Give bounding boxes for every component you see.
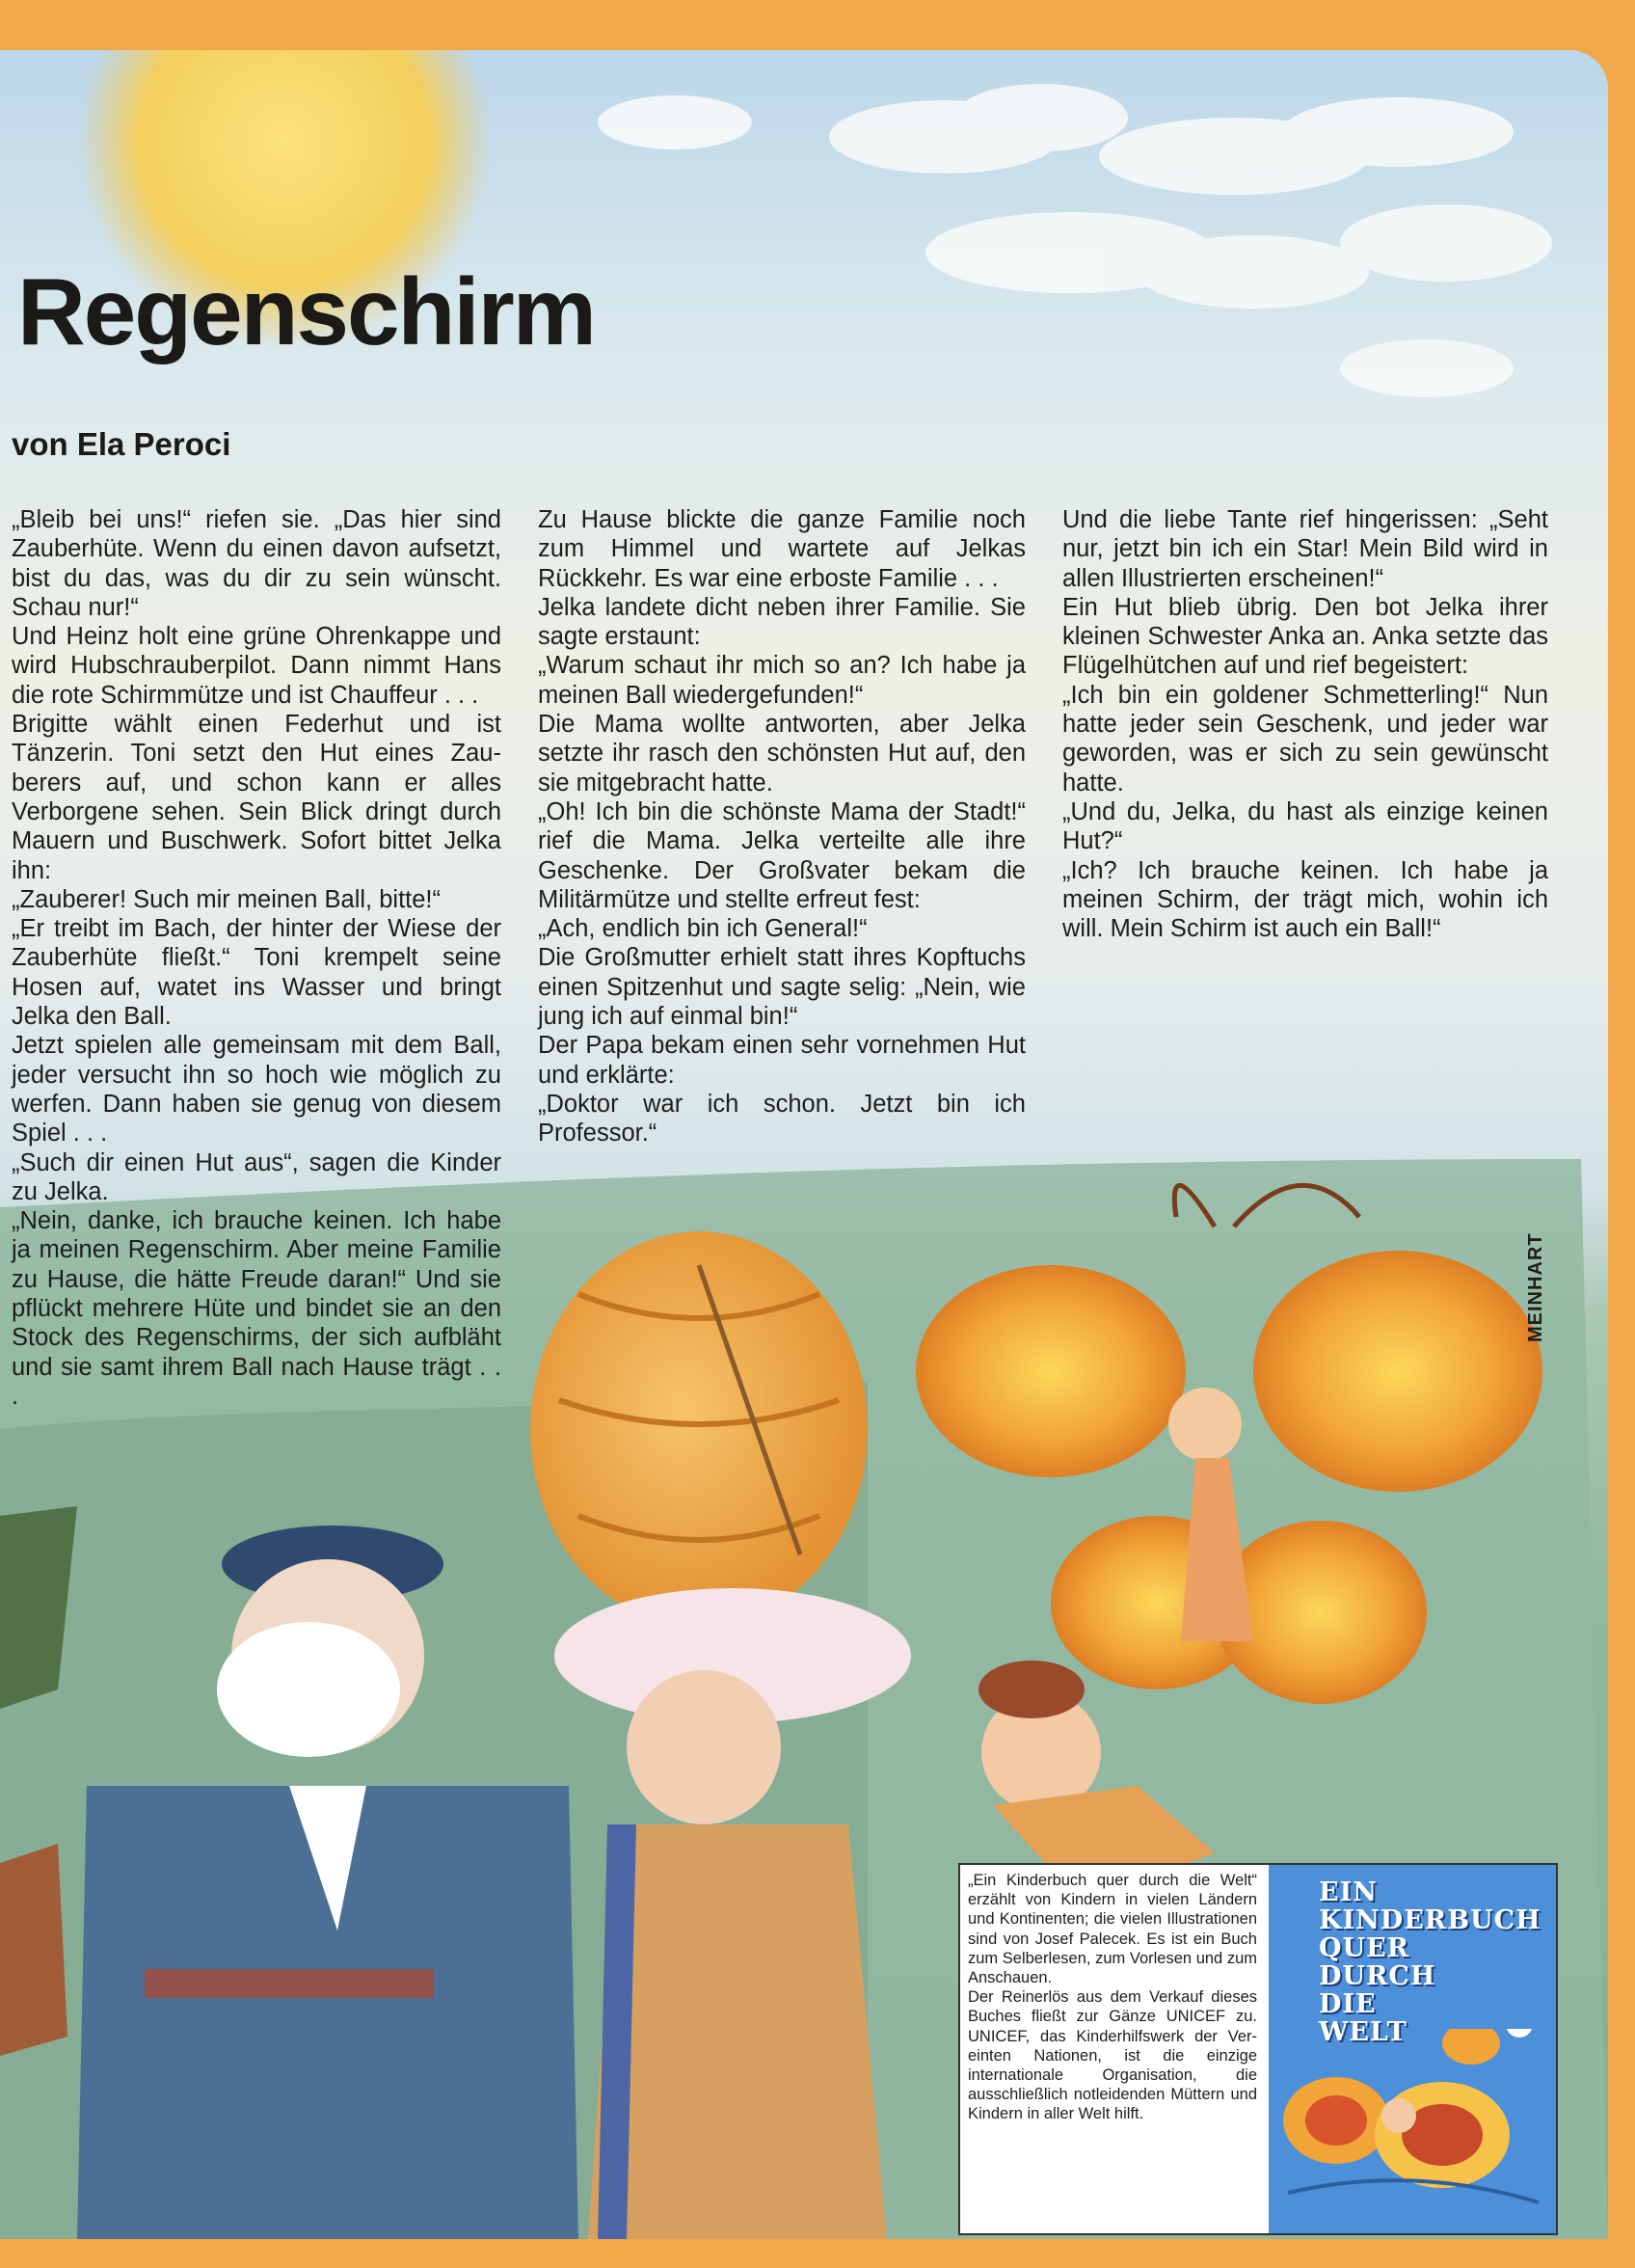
paragraph: Jetzt spielen alle gemeinsam mit dem Ball, jeder versucht ihn so hoch wie möglich zu werfen. Dann haben sie genug von diesem Spiel . . .	[12, 1032, 501, 1148]
info-paragraph: „Ein Kinderbuch quer durch die Welt“ erzählt von Kindern in vielen Ländern und Kontinenten; die vielen Illustrationen sind von Josef Palecek. Es ist ein Buch zum Selberlesen, zum Vorlesen und zum Anschauen.	[968, 1872, 1257, 1987]
paragraph: „Ich? Ich brauche keinen. Ich habe ja meinen Schirm, der trägt mich, wohin ich will. Mein Schirm ist auch ein Ball!“	[1062, 856, 1548, 943]
paragraph: „Ach, endlich bin ich General!“	[538, 915, 868, 943]
magazine-page	[0, 50, 1608, 2239]
text-column-3	[1062, 505, 1548, 943]
paragraph: „Und du, Jelka, du hast als einzige keinen Hut?“	[1062, 797, 1548, 855]
paragraph: „Zauberer! Such mir meinen Ball, bitte!“	[12, 885, 442, 913]
paragraph: „Er treibt im Bach, der hinter der Wiese der Zauberhüte fließt.“ Toni krempelt seine Hosen auf, watet ins Wasser und bringt Jelka den Ball.	[12, 915, 501, 1031]
text-column-2	[538, 505, 1026, 1148]
paragraph: „Nein, danke, ich brauche keinen. Ich habe ja meinen Regenschirm. Aber meine Familie zu Hause, die hätte Freude daran!“ Und sie pflückt mehrere Hüte und bindet sie an den Stock des Regenschirms, der sich aufbläht und sie samt ihrem Ball nach Hause trägt . . .	[12, 1207, 501, 1410]
paragraph: Die Großmutter erhielt statt ihres Kopftuchs einen Spitzenhut und sagte selig: „Nein, wie jung ich auf einmal bin!“	[538, 944, 1026, 1031]
paragraph: Brigitte wählt einen Federhut und ist Tänzerin. Toni setzt den Hut eines Zauberers auf, und schon kann er alles Verborgene sehen. Sein Blick dringt durch Mauern und Buschwerk. Sofort bittet Jelka ihn:	[12, 711, 501, 884]
cover-title-line: WELT	[1319, 2017, 1407, 2047]
book-cover-image	[1269, 1865, 1556, 2233]
cover-title-line: DIE	[1319, 1989, 1377, 2019]
clouds	[598, 84, 1552, 397]
cover-title-line: EIN	[1319, 1877, 1378, 1907]
book-cover-title	[1319, 1878, 1546, 2046]
info-paragraph: Der Reinerlös aus dem Verkauf dieses Buches fließt zur Gänze UNICEF zu. UNICEF, das Kinderhilfswerk der Vereinten Nationen, ist die einzige internationale Organisation, die ausschließlich notleidenden Müttern und Kindern in aller Welt hilft.	[968, 1988, 1257, 2123]
paragraph: „Such dir einen Hut aus“, sagen die Kinder zu Jelka.	[12, 1148, 501, 1205]
text-column-1	[12, 505, 501, 1411]
cover-title-line: QUER	[1319, 1933, 1410, 1963]
paragraph: Zu Hause blickte die ganze Familie noch zum Himmel und wartete auf Jelkas Rückkehr. Es war eine erboste Familie . . .	[538, 506, 1026, 592]
paragraph: „Bleib bei uns!“ riefen sie. „Das hier sind Zauberhüte. Wenn du einen davon aufsetzt, bist du das, was du dir zu sein wünscht. Schau nur!“	[12, 506, 501, 621]
info-text	[968, 1871, 1257, 2124]
paragraph: „Oh! Ich bin die schönste Mama der Stadt!“ rief die Mama. Jelka verteilte alle ihre Geschenke. Der Großvater bekam die Militärmütze und stellte erfreut fest:	[538, 797, 1026, 913]
author-byline: von Ela Peroci	[12, 426, 231, 462]
article-title: Regenschirm	[17, 258, 595, 364]
paragraph: Und Heinz holt eine grüne Ohrenkappe und wird Hubschrauberpilot. Dann nimmt Hans die rote Schirmmütze und ist Chauffeur . . .	[12, 623, 501, 709]
umbrella	[530, 1231, 868, 1627]
paragraph: Der Papa bekam einen sehr vornehmen Hut und erklärte:	[538, 1032, 1026, 1089]
paragraph: Und die liebe Tante rief hingerissen: „Seht nur, jetzt bin ich ein Star! Mein Bild wird in allen Illustrierten erscheinen!“	[1062, 506, 1548, 592]
paragraph: Jelka landete dicht neben ihrer Familie. Sie sagte erstaunt:	[538, 593, 1026, 651]
paragraph: „Ich bin ein goldener Schmetterling!“ Nun hatte jeder sein Geschenk, und jeder war geworden, was er sich zu sein gewünscht hatte.	[1062, 681, 1548, 796]
cover-butterfly-illustration	[1269, 2029, 1556, 2233]
book-info-box	[958, 1863, 1558, 2235]
paragraph: „Doktor war ich schon. Jetzt bin ich Professor.“	[538, 1090, 1026, 1148]
paragraph: Die Mama wollte antworten, aber Jelka setzte ihr rasch den schönsten Hut auf, den sie mitgebracht hatte.	[538, 711, 1026, 796]
paragraph: „Warum schaut ihr mich so an? Ich habe ja meinen Ball wiedergefunden!“	[538, 652, 1026, 709]
cover-title-line: KINDERBUCH	[1319, 1905, 1541, 1935]
cover-title-line: DURCH	[1319, 1961, 1436, 1991]
illustrator-signature: MEINHART	[1525, 1232, 1546, 1342]
paragraph: Ein Hut blieb übrig. Den bot Jelka ihrer kleinen Schwester Anka an. Anka setzte das Flügelhütchen auf und rief begeistert:	[1062, 593, 1548, 680]
